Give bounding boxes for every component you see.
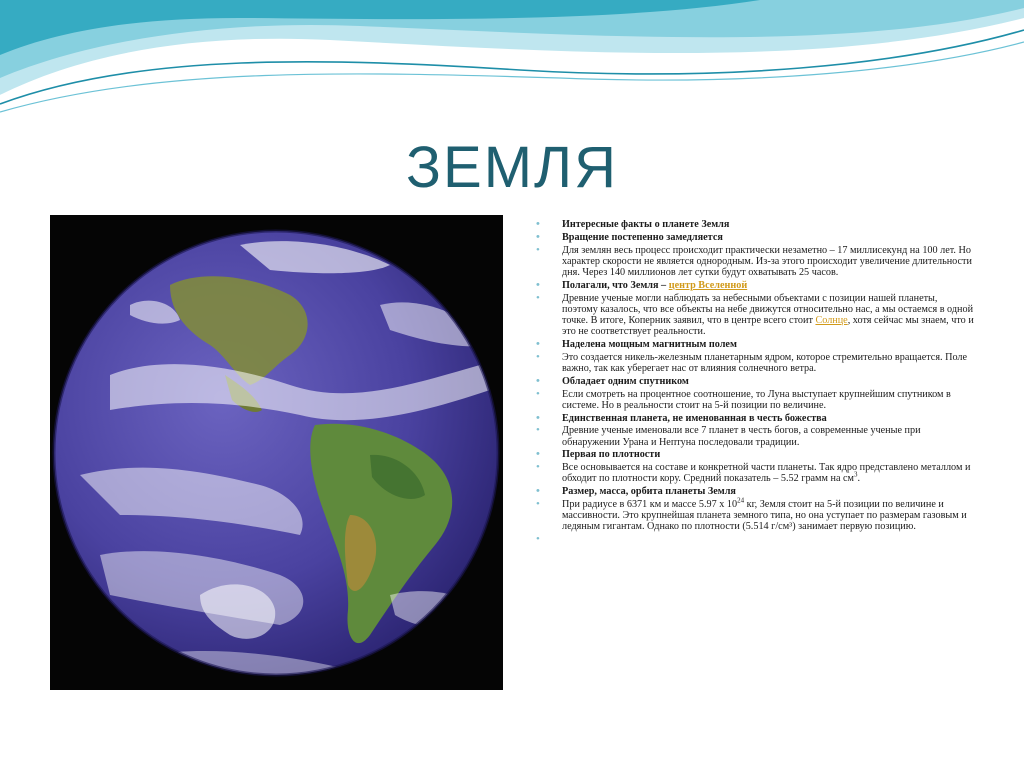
fact-text-density bbox=[534, 462, 974, 484]
cubic-superscript: 3 bbox=[854, 471, 858, 479]
header-waves-decoration bbox=[0, 0, 1024, 130]
mass-exponent: 24 bbox=[737, 496, 745, 505]
empty-bullet bbox=[534, 534, 974, 545]
fact-text-satellite: • Если смотреть на процентное соотношение, то Луна выступает крупнейшим спутником в системе. Но в реальности стоит на 5-й позиции по величине. bbox=[534, 389, 974, 411]
fact-text-size-before: При радиусе в 6371 км и массе 5.97 x 10 bbox=[562, 498, 738, 510]
fact-text-density-after: . bbox=[857, 473, 861, 485]
fact-text-deity: • Древние ученые именовали все 7 планет в честь богов, а современные ученые при обнаружении Урана и Нептуна последовали традиции. bbox=[534, 425, 974, 447]
fact-text-density-before: Все основывается на составе и конкретной части планеты. Так ядро представлено металлом и обходит по плотности кору. Средний показатель – 5.52 грамм на см bbox=[562, 462, 971, 485]
fact-heading-density: • Первая по плотности bbox=[534, 449, 974, 460]
fact-text-size-after: кг, Земля стоит на 5-й позиции по величине и массивности. Это крупнейшая планета земного типа, но она уступает по размерам газовым и ледяным гигантам. Однако по плотности (5.514 г/см³) занимает первую позицию. bbox=[562, 498, 967, 533]
fact-heading-interesting: • Интересные факты о планете Земля bbox=[534, 219, 974, 230]
fact-heading-center bbox=[534, 280, 974, 291]
fact-text-center-before: Древние ученые могли наблюдать за небесными объектами с позиции нашей планеты, поэтому казалось, что все объекты на небе движутся относительно нас, а мы остаемся в одной точке. В итоге, Коперник заявил, что в центре всего стоит bbox=[562, 292, 974, 326]
facts-list bbox=[534, 219, 974, 547]
fact-heading-deity: • Единственная планета, не именованная в честь божества bbox=[534, 413, 974, 424]
fact-heading-rotation: • Вращение постепенно замедляется bbox=[534, 232, 974, 243]
fact-heading-center-text: Полагали, что Земля – bbox=[562, 279, 669, 291]
fact-text-center-after: , хотя сейчас мы знаем, что и это не соответствует реальности. bbox=[562, 315, 974, 338]
fact-text-size bbox=[534, 496, 974, 533]
fact-text-center bbox=[534, 293, 974, 338]
universe-center-link[interactable]: центр Вселенной bbox=[668, 279, 748, 291]
earth-photo bbox=[50, 215, 503, 690]
fact-heading-size: • Размер, масса, орбита планеты Земля bbox=[534, 486, 974, 497]
fact-heading-satellite: • Обладает одним спутником bbox=[534, 376, 974, 387]
fact-text-magnetic: • Это создается никель-железным планетарным ядром, которое стремительно вращается. Поле важно, так как уберегает нас от влияния солнечного ветра. bbox=[534, 352, 974, 374]
sun-link[interactable]: Солнце bbox=[815, 315, 848, 326]
fact-text-rotation: • Для землян весь процесс происходит практически незаметно – 17 миллисекунд на 100 лет. Но характер скорости не является однородным. Из-за этого происходит увеличение длительности дня. Через 140 миллионов лет сутки будут охватывать 25 часов. bbox=[534, 245, 974, 279]
fact-heading-magnetic: • Наделена мощным магнитным полем bbox=[534, 339, 974, 350]
slide-title: ЗЕМЛЯ bbox=[406, 135, 618, 200]
